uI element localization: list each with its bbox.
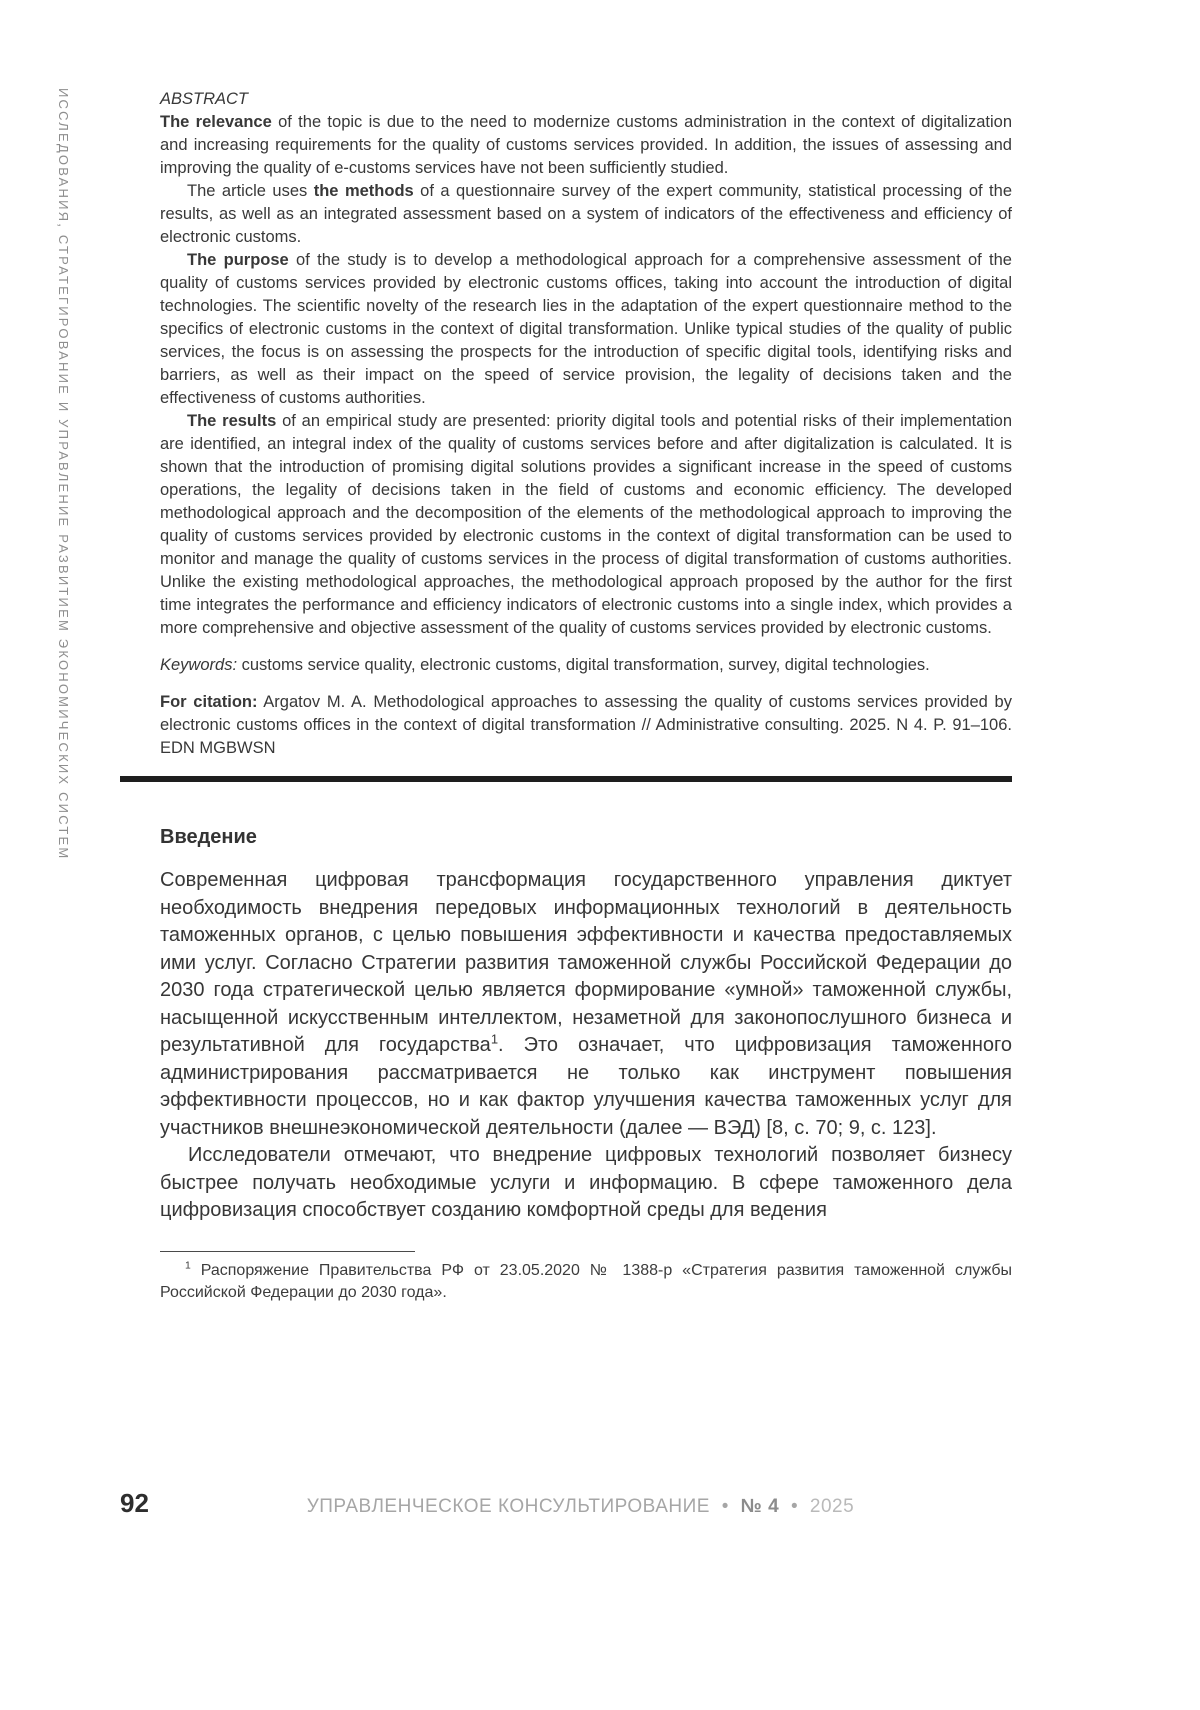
section-heading-introduction: Введение — [160, 826, 257, 848]
citation-text: Argatov M. A. Methodological approaches to assessing the quality of customs services provided by electronic customs offices in the context of digital transformation // Administrative consulting. 2025. N 4. P. 91–106. EDN MGBWSN — [160, 693, 1012, 757]
relevance-lead: The relevance — [160, 113, 272, 131]
relevance-text: of the topic is due to the need to modernize customs administration in the context of digitalization and increasing requirements for the quality of customs services provided. In addition, the issues of assessing and improving the quality of e-customs services have not been sufficiently studied. — [160, 113, 1012, 177]
footnote-body: Распоряжение Правительства РФ от 23.05.2020 № 1388-р «Стратегия развития таможенной службы Российской Федерации до 2030 года». — [160, 1261, 1012, 1301]
methods-lead: the methods — [313, 182, 414, 200]
footnote-marker: 1 — [185, 1260, 191, 1272]
keywords-label: Keywords: — [160, 656, 238, 674]
intro-paragraph-1-continuation: . Это означает, что цифровизация таможенного администрирования рассматривается не только как инструмент повышения эффективности процессов, но и как фактор улучшения качества таможенных услуг для участников внешнеэкономической деятельности (далее — ВЭД) [8, с. 70; 9, с. 123]. — [160, 1034, 1013, 1139]
section-divider — [120, 776, 1012, 782]
keywords-text: customs service quality, electronic customs, digital transformation, survey, digital technologies. — [237, 656, 930, 674]
methods-pre: The article uses — [187, 182, 314, 200]
footnote-block — [160, 1251, 1012, 1304]
footer-separator: • — [790, 1496, 799, 1517]
publication-year: 2025 — [809, 1496, 855, 1517]
purpose-lead: The purpose — [187, 251, 289, 269]
intro-paragraph-1 — [160, 867, 1012, 1142]
results-text: of an empirical study are presented: priority digital tools and potential risks of their implementation are identified, an integral index of the quality of customs services before and after digitalization is calculated. It is shown that the introduction of promising digital solutions provides a significant increase in the speed of customs operations, the legality of decisions taken in the field of customs and economic efficiency. The developed methodological approach and the decomposition of the elements of the methodological approach to improving the quality of customs services provided by electronic customs in the context of digital transformation can be used to monitor and manage the quality of customs services in the process of digital transformation of customs authorities. Unlike the existing methodological approaches, the methodological approach proposed by the author for the first time integrates the performance and efficiency indicators of electronic customs into a single index, which provides a more comprehensive and objective assessment of the quality of customs services provided by electronic customs. — [160, 412, 1012, 637]
abstract-paragraph-relevance — [160, 111, 1012, 180]
citation-label: For citation: — [160, 693, 258, 711]
page-footer — [120, 1488, 1012, 1519]
journal-footer-line — [149, 1496, 1012, 1518]
abstract-paragraph-results — [160, 410, 1012, 640]
intro-paragraph-1-text: Современная цифровая трансформация государственного управления диктует необходимость внедрения передовых информационных технологий в деятельность таможенных органов, с целью повышения эффективности и качества предоставляемых ими услуг. Согласно Стратегии развития таможенной службы Российской Федерации до 2030 года стратегической целью является формирование «умной» таможенной службы, насыщенной искусственным интеллектом, незаметной для законопослушного бизнеса и результативной для государства — [160, 869, 1012, 1056]
footer-separator: • — [721, 1496, 729, 1517]
abstract-block — [160, 88, 1012, 760]
abstract-paragraph-methods — [160, 180, 1012, 249]
footnote-divider — [160, 1251, 415, 1252]
journal-name: УПРАВЛЕНЧЕСКОЕ КОНСУЛЬТИРОВАНИЕ — [306, 1496, 710, 1517]
results-lead: The results — [187, 412, 277, 430]
citation-line — [160, 691, 1012, 760]
keywords-line — [160, 654, 1012, 677]
purpose-text: of the study is to develop a methodological approach for a comprehensive assessment of the quality of customs services provided by electronic customs offices, taking into account the introduction of digital technologies. The scientific novelty of the research lies in the adaptation of the expert questionnaire method to the specifics of electronic customs in the context of digital transformation. Unlike typical studies of the quality of public services, the focus is on assessing the prospects for the introduction of specific digital tools, identifying risks and barriers, as well as their impact on the speed of service provision, the legality of decisions taken and the effectiveness of customs authorities. — [160, 251, 1012, 407]
issue-number: № 4 — [740, 1496, 780, 1517]
methods-text: of a questionnaire survey of the expert community, statistical processing of the results, as well as an integrated assessment based on a system of indicators of the effectiveness and efficiency of electronic customs. — [160, 182, 1012, 246]
section-vertical-label: ИССЛЕДОВАНИЯ, СТРАТЕГИРОВАНИЕ И УПРАВЛЕНИЕ РАЗВИТИЕМ ЭКОНОМИЧЕСКИХ СИСТЕМ — [56, 88, 71, 861]
footnote-reference: 1 — [490, 1031, 499, 1047]
page-content — [160, 88, 1012, 1304]
intro-paragraph-2: Исследователи отмечают, что внедрение цифровых технологий позволяет бизнесу быстрее получать необходимые услуги и информацию. В сфере таможенного дела цифровизация способствует созданию комфортной среды для ведения — [160, 1144, 1012, 1221]
abstract-heading: ABSTRACT — [160, 90, 249, 108]
abstract-paragraph-purpose — [160, 249, 1012, 410]
page-number: 92 — [120, 1488, 149, 1518]
footnote-text — [160, 1260, 1012, 1304]
